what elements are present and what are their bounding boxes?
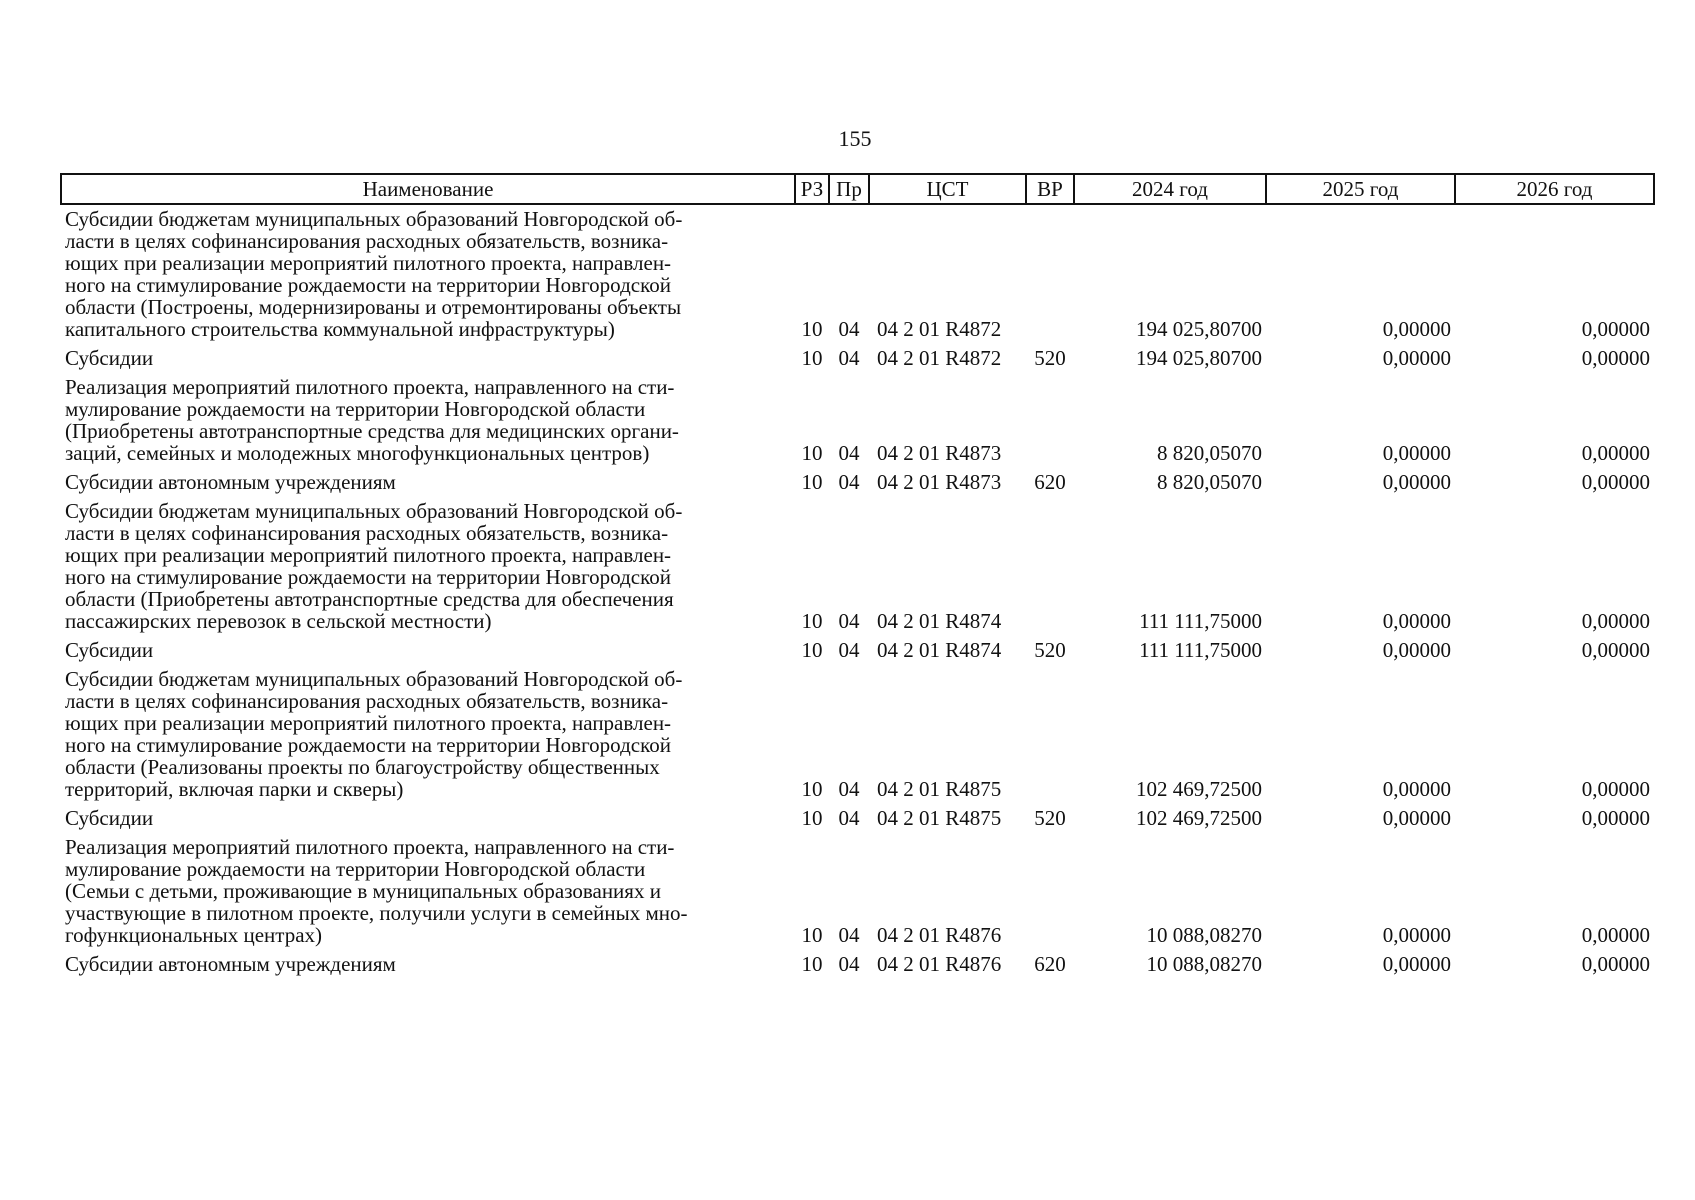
row-name: Субсидии (65, 806, 154, 830)
table-row (61, 804, 1654, 833)
row-2024: 10 088,08270 (1146, 952, 1262, 976)
table-row (61, 344, 1654, 373)
row-rz: 10 (801, 441, 823, 465)
row-2026: 0,00000 (1581, 441, 1650, 465)
row-vr: 620 (1034, 952, 1066, 976)
row-2026: 0,00000 (1581, 346, 1650, 370)
row-2025: 0,00000 (1382, 317, 1451, 341)
row-pr: 04 (838, 441, 860, 465)
row-rz: 10 (801, 470, 823, 494)
row-name: Реализация мероприятий пилотного проекта, направленного на сти- мулирование рождаемости на территории Новгородской области (Приобретены автотранспортные средства для медицинских органи- заций, семейных и молодежных многофункциональных центров) (65, 375, 679, 465)
row-name: Субсидии (65, 346, 154, 370)
row-pr: 04 (838, 470, 860, 494)
table-row (61, 636, 1654, 665)
row-pr: 04 (838, 952, 860, 976)
row-2024: 10 088,08270 (1146, 923, 1262, 947)
page-number: 155 (838, 126, 872, 151)
row-rz: 10 (801, 346, 823, 370)
row-vr: 520 (1034, 346, 1066, 370)
budget-table (60, 173, 1655, 979)
row-rz: 10 (801, 317, 823, 341)
header-rz: РЗ (795, 174, 829, 204)
row-2025: 0,00000 (1382, 638, 1451, 662)
row-pr: 04 (838, 609, 860, 633)
row-rz: 10 (801, 777, 823, 801)
row-2024: 111 111,75000 (1139, 609, 1262, 633)
row-rz: 10 (801, 638, 823, 662)
table-header-row (61, 174, 1654, 204)
row-cst: 04 2 01 R4872 (877, 317, 1002, 341)
row-vr (1026, 833, 1074, 950)
row-vr (1026, 373, 1074, 468)
table-row (61, 373, 1654, 468)
header-2024: 2024 год (1074, 174, 1266, 204)
row-rz: 10 (801, 806, 823, 830)
row-rz: 10 (801, 952, 823, 976)
row-2024: 102 469,72500 (1136, 777, 1262, 801)
row-rz: 10 (801, 609, 823, 633)
row-2026: 0,00000 (1581, 806, 1650, 830)
row-2026: 0,00000 (1581, 777, 1650, 801)
row-cst: 04 2 01 R4873 (877, 441, 1002, 465)
row-2026: 0,00000 (1581, 609, 1650, 633)
header-2026: 2026 год (1455, 174, 1654, 204)
row-pr: 04 (838, 638, 860, 662)
row-2025: 0,00000 (1382, 952, 1451, 976)
header-cst: ЦСТ (869, 174, 1026, 204)
row-vr: 620 (1034, 470, 1066, 494)
row-vr (1026, 665, 1074, 804)
row-cst: 04 2 01 R4875 (877, 777, 1002, 801)
row-pr: 04 (838, 317, 860, 341)
row-pr: 04 (838, 806, 860, 830)
row-cst: 04 2 01 R4876 (877, 923, 1002, 947)
row-cst: 04 2 01 R4872 (877, 346, 1002, 370)
row-2025: 0,00000 (1382, 470, 1451, 494)
row-2026: 0,00000 (1581, 638, 1650, 662)
row-pr: 04 (838, 346, 860, 370)
row-2025: 0,00000 (1382, 923, 1451, 947)
row-2025: 0,00000 (1382, 777, 1451, 801)
table-row (61, 833, 1654, 950)
row-2025: 0,00000 (1382, 346, 1451, 370)
row-pr: 04 (838, 777, 860, 801)
row-name: Субсидии бюджетам муниципальных образований Новгородской об- ласти в целях софинансирования расходных обязательств, возника- ющих при реализации мероприятий пилотного проекта, направлен- ного на стимулирование рождаемости на территории Новгородской области (Построены, модернизированы и отремонтированы объекты капитального строительства коммунальной инфраструктуры) (65, 207, 683, 341)
row-cst: 04 2 01 R4874 (877, 609, 1002, 633)
row-2024: 102 469,72500 (1136, 806, 1262, 830)
header-vr: ВР (1026, 174, 1074, 204)
row-vr: 520 (1034, 638, 1066, 662)
row-cst: 04 2 01 R4874 (877, 638, 1002, 662)
header-pr: Пр (829, 174, 869, 204)
row-2025: 0,00000 (1382, 441, 1451, 465)
row-vr: 520 (1034, 806, 1066, 830)
row-2024: 8 820,05070 (1157, 470, 1262, 494)
table-row (61, 950, 1654, 979)
row-2025: 0,00000 (1382, 609, 1451, 633)
row-name: Субсидии бюджетам муниципальных образований Новгородской об- ласти в целях софинансирования расходных обязательств, возника- ющих при реализации мероприятий пилотного проекта, направлен- ного на стимулирование рождаемости на территории Новгородской области (Приобретены автотранспортные средства для обеспечения пассажирских перевозок в сельской местности) (65, 499, 683, 633)
row-2024: 194 025,80700 (1136, 346, 1262, 370)
row-name: Субсидии автономным учреждениям (65, 952, 396, 976)
row-name: Субсидии (65, 638, 154, 662)
row-2026: 0,00000 (1581, 317, 1650, 341)
row-2024: 8 820,05070 (1157, 441, 1262, 465)
row-vr (1026, 497, 1074, 636)
row-2026: 0,00000 (1581, 952, 1650, 976)
row-cst: 04 2 01 R4875 (877, 806, 1002, 830)
row-cst: 04 2 01 R4873 (877, 470, 1002, 494)
row-name: Субсидии автономным учреждениям (65, 470, 396, 494)
table-row (61, 497, 1654, 636)
row-cst: 04 2 01 R4876 (877, 952, 1002, 976)
row-2024: 111 111,75000 (1139, 638, 1262, 662)
row-2024: 194 025,80700 (1136, 317, 1262, 341)
row-2026: 0,00000 (1581, 923, 1650, 947)
header-name: Наименование (61, 174, 795, 204)
row-name: Субсидии бюджетам муниципальных образований Новгородской об- ласти в целях софинансирования расходных обязательств, возника- ющих при реализации мероприятий пилотного проекта, направлен- ного на стимулирование рождаемости на территории Новгородской области (Реализованы проекты по благоустройству общественных территорий, включая парки и скверы) (65, 667, 683, 801)
table-row (61, 665, 1654, 804)
row-2025: 0,00000 (1382, 806, 1451, 830)
row-rz: 10 (801, 923, 823, 947)
table-row (61, 468, 1654, 497)
row-vr (1026, 204, 1074, 344)
table-row (61, 204, 1654, 344)
row-name: Реализация мероприятий пилотного проекта, направленного на сти- мулирование рождаемости на территории Новгородской области (Семьи с детьми, проживающие в муниципальных образованиях и участвующие в пилотном проекте, получили услуги в семейных мно- гофункциональных центрах) (65, 835, 688, 947)
row-pr: 04 (838, 923, 860, 947)
header-2025: 2025 год (1266, 174, 1455, 204)
row-2026: 0,00000 (1581, 470, 1650, 494)
